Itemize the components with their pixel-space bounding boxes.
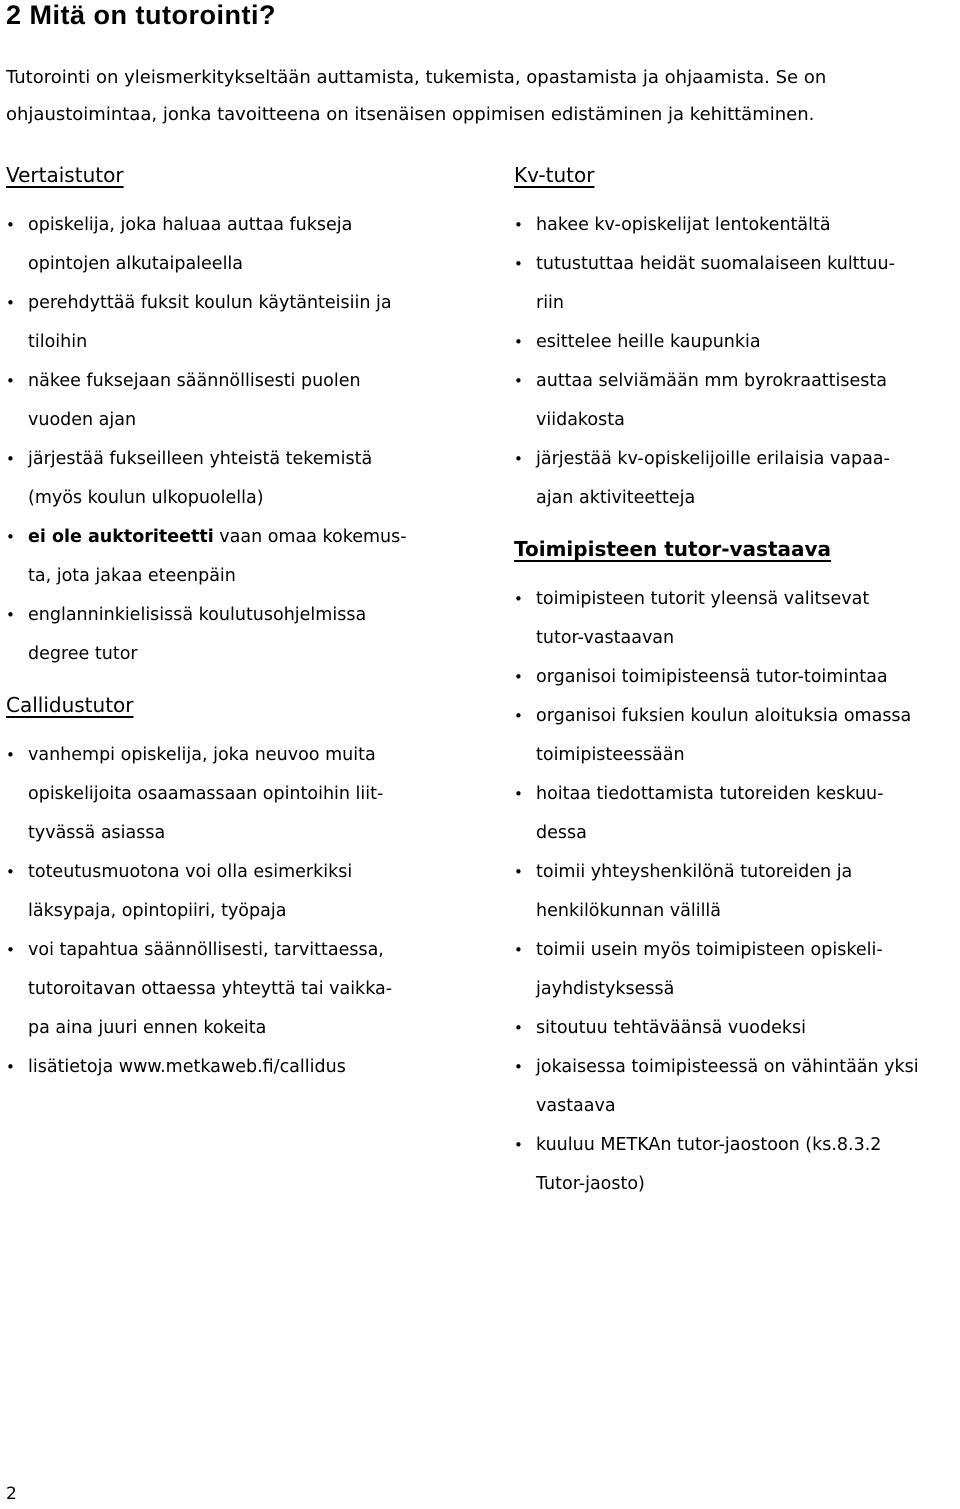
list-item-text: organisoi fuksien koulun aloituksia omassa (536, 706, 912, 726)
section-title-callidustutor: Callidustutor (6, 693, 134, 717)
list-item (6, 440, 476, 479)
callidustutor-list (6, 736, 476, 1087)
intro-line: ohjaustoimintaa, jonka tavoitteena on itsenäisen oppimisen edistäminen ja kehittäminen. (6, 104, 815, 125)
bullet-icon: • (6, 863, 15, 881)
list-item (514, 697, 954, 736)
bullet-icon: • (514, 785, 523, 803)
list-item-text: degree tutor (28, 644, 138, 664)
list-item-text: vanhempi opiskelija, joka neuvoo muita (28, 745, 376, 765)
list-item (6, 635, 476, 674)
bullet-icon: • (6, 450, 15, 468)
list-item (6, 1048, 476, 1087)
bullet-icon: • (6, 1058, 15, 1076)
list-item-text: tiloihin (28, 332, 88, 352)
list-item-text: hoitaa tiedottamista tutoreiden keskuu- (536, 784, 884, 804)
list-item-text: toimii usein myös toimipisteen opiskeli- (536, 940, 883, 960)
bullet-icon: • (6, 746, 15, 764)
list-item (6, 557, 476, 596)
list-item (514, 970, 954, 1009)
list-item (514, 853, 954, 892)
list-item-text: dessa (536, 823, 587, 843)
list-item-text: perehdyttää fuksit koulun käytänteisiin ja (28, 293, 392, 313)
list-item-text: ei ole auktoriteetti vaan omaa kokemus- (28, 527, 407, 547)
kvtutor-list (514, 206, 954, 518)
list-item-text: opintojen alkutaipaleella (28, 254, 244, 274)
list-item (6, 736, 476, 775)
list-item-text: kuuluu METKAn tutor-jaostoon (ks.8.3.2 (536, 1135, 882, 1155)
list-item (514, 775, 954, 814)
list-item-text: tutor-vastaavan (536, 628, 675, 648)
list-item (6, 518, 476, 557)
list-item-text: tutustuttaa heidät suomalaiseen kulttuu- (536, 254, 895, 274)
list-item (514, 1009, 954, 1048)
bullet-icon: • (514, 863, 523, 881)
toimipiste-list (514, 580, 954, 1204)
list-item (6, 401, 476, 440)
intro-line: Tutorointi on yleismerkitykseltään auttamista, tukemista, opastamista ja ohjaamista. Se on (6, 67, 827, 88)
list-item (6, 853, 476, 892)
list-item (6, 814, 476, 853)
list-item-text: ta, jota jakaa eteenpäin (28, 566, 236, 586)
list-item-text: vuoden ajan (28, 410, 137, 430)
list-item (6, 596, 476, 635)
vertaistutor-list (6, 206, 476, 674)
list-item (6, 892, 476, 931)
list-item (6, 362, 476, 401)
list-item-text: viidakosta (536, 410, 625, 430)
list-item-text: Tutor-jaosto) (536, 1174, 645, 1194)
list-item (514, 931, 954, 970)
list-item-text: esittelee heille kaupunkia (536, 332, 761, 352)
list-item-text: järjestää fukseilleen yhteistä tekemistä (28, 449, 373, 469)
list-item-text: sitoutuu tehtäväänsä vuodeksi (536, 1018, 806, 1038)
list-item-text: pa aina juuri ennen kokeita (28, 1018, 267, 1038)
list-item-text: voi tapahtua säännöllisesti, tarvittaessa, (28, 940, 384, 960)
list-item (514, 814, 954, 853)
list-item-text: englanninkielisissä koulutusohjelmissa (28, 605, 367, 625)
list-item-text: jokaisessa toimipisteessä on vähintään yksi (536, 1057, 919, 1077)
list-item (6, 323, 476, 362)
list-item (514, 619, 954, 658)
list-item-text: näkee fuksejaan säännöllisesti puolen (28, 371, 361, 391)
list-item-text: opiskelijoita osaamassaan opintoihin liit- (28, 784, 384, 804)
list-item (6, 206, 476, 245)
list-item-text: toteutusmuotona voi olla esimerkiksi (28, 862, 353, 882)
bullet-icon: • (514, 216, 523, 234)
right-column (514, 158, 954, 1204)
bullet-icon: • (514, 1058, 523, 1076)
list-item-text: vastaava (536, 1096, 616, 1116)
list-item-text: hakee kv-opiskelijat lentokentältä (536, 215, 831, 235)
list-item (514, 362, 954, 401)
bullet-icon: • (514, 707, 523, 725)
section-title-toimipiste: Toimipisteen tutor-vastaava (514, 537, 832, 561)
list-item-text: organisoi toimipisteensä tutor-toimintaa (536, 667, 888, 687)
list-item (514, 892, 954, 931)
list-item (6, 479, 476, 518)
section-title-kvtutor: Kv-tutor (514, 163, 595, 187)
bullet-icon: • (514, 450, 523, 468)
list-item-text: tutoroitavan ottaessa yhteyttä tai vaikka- (28, 979, 393, 999)
list-item-text: toimipisteessään (536, 745, 685, 765)
list-item-text: opiskelija, joka haluaa auttaa fukseja (28, 215, 353, 235)
chapter-heading: 2 Mitä on tutorointi? (6, 0, 276, 30)
list-item-text: läksypaja, opintopiiri, työpaja (28, 901, 287, 921)
list-item (514, 206, 954, 245)
bullet-icon: • (6, 606, 15, 624)
list-item (6, 775, 476, 814)
list-item-text: auttaa selviämään mm byrokraattisesta (536, 371, 887, 391)
list-item (514, 440, 954, 479)
page-number: 2 (6, 1484, 17, 1504)
bullet-icon: • (514, 333, 523, 351)
list-item (514, 479, 954, 518)
list-item (514, 580, 954, 619)
bullet-icon: • (514, 1019, 523, 1037)
list-item-text: henkilökunnan välillä (536, 901, 722, 921)
bullet-icon: • (6, 372, 15, 390)
list-item-text: toimii yhteyshenkilönä tutoreiden ja (536, 862, 853, 882)
list-item (514, 1048, 954, 1087)
bullet-icon: • (6, 941, 15, 959)
bullet-icon: • (514, 1136, 523, 1154)
list-item (6, 245, 476, 284)
list-item-text: ajan aktiviteetteja (536, 488, 696, 508)
bullet-icon: • (6, 294, 15, 312)
section-title-vertaistutor: Vertaistutor (6, 163, 124, 187)
intro-paragraph (6, 59, 956, 133)
list-item (6, 970, 476, 1009)
list-item (514, 284, 954, 323)
list-item-text: järjestää kv-opiskelijoille erilaisia vapaa- (536, 449, 890, 469)
left-column (6, 158, 476, 1087)
bullet-icon: • (514, 372, 523, 390)
list-item (514, 658, 954, 697)
bullet-icon: • (514, 590, 523, 608)
list-item (514, 1087, 954, 1126)
list-item-text: riin (536, 293, 565, 313)
list-item-text: lisätietoja www.metkaweb.fi/callidus (28, 1057, 346, 1077)
list-item (514, 1165, 954, 1204)
list-item (6, 931, 476, 970)
list-item-text: (myös koulun ulkopuolella) (28, 488, 264, 508)
list-item-text: tyvässä asiassa (28, 823, 166, 843)
list-item-text: jayhdistyksessä (536, 979, 675, 999)
bullet-icon: • (514, 941, 523, 959)
list-item (514, 245, 954, 284)
bullet-icon: • (514, 255, 523, 273)
bullet-icon: • (514, 668, 523, 686)
list-item (514, 323, 954, 362)
bullet-icon: • (6, 216, 15, 234)
bullet-icon: • (6, 528, 15, 546)
list-item-text: toimipisteen tutorit yleensä valitsevat (536, 589, 870, 609)
list-item (514, 401, 954, 440)
list-item (514, 1126, 954, 1165)
bold-phrase: ei ole auktoriteetti (28, 527, 214, 547)
list-item (6, 1009, 476, 1048)
list-item (6, 284, 476, 323)
list-item (514, 736, 954, 775)
